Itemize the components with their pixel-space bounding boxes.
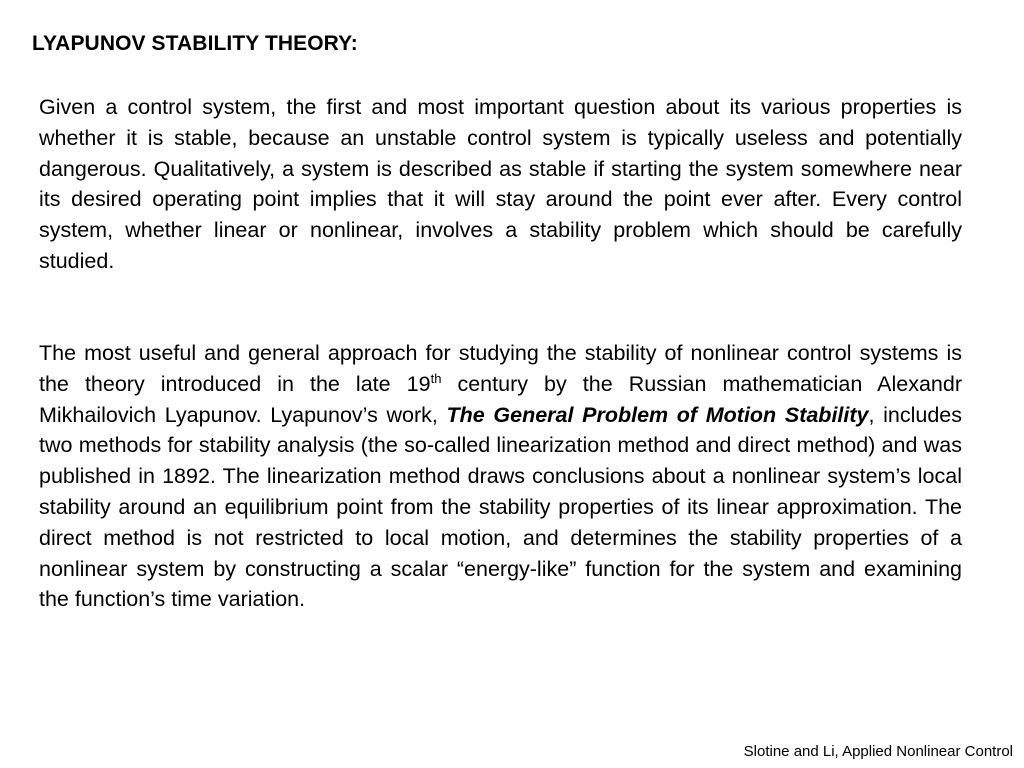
paragraph-text-part3: , includes two methods for stability analysis (the so-called linearization method and direct method) and was published in 1892. The linearization method draws conclusions about a nonlinear system’s local stability around an equilibrium point from the stability properties of its linear approximation. The direct method is not restricted to local motion, and determines the stability properties of a nonlinear system by constructing a scalar “energy-like” function for the system and examining the function’s time variation. [39, 402, 962, 612]
slide-footer-citation: Slotine and Li, Applied Nonlinear Control [743, 743, 1013, 760]
paragraph-lyapunov-approach [39, 338, 962, 615]
book-title: The General Problem of Motion Stability [446, 402, 869, 427]
slide-title: LYAPUNOV STABILITY THEORY: [32, 32, 358, 55]
paragraph-text-part2: century by the Russian mathematician Alexandr Mikhailovich Lyapunov. Lyapunov’s work, [39, 371, 962, 427]
paragraph-text-part1: The most useful and general approach for studying the stability of nonlinear control systems is the theory introduced in the late 19 [39, 341, 962, 396]
paragraph-stability-intro: Given a control system, the first and most important question about its various properties is whether it is stable, because an unstable control system is typically useless and potentially dangerous. Qualitatively, a system is described as stable if starting the system somewhere near its desired operating point implies that it will stay around the point ever after. Every control system, whether linear or nonlinear, involves a stability problem which should be carefully studied. [39, 95, 962, 273]
superscript-th: th [430, 370, 442, 386]
